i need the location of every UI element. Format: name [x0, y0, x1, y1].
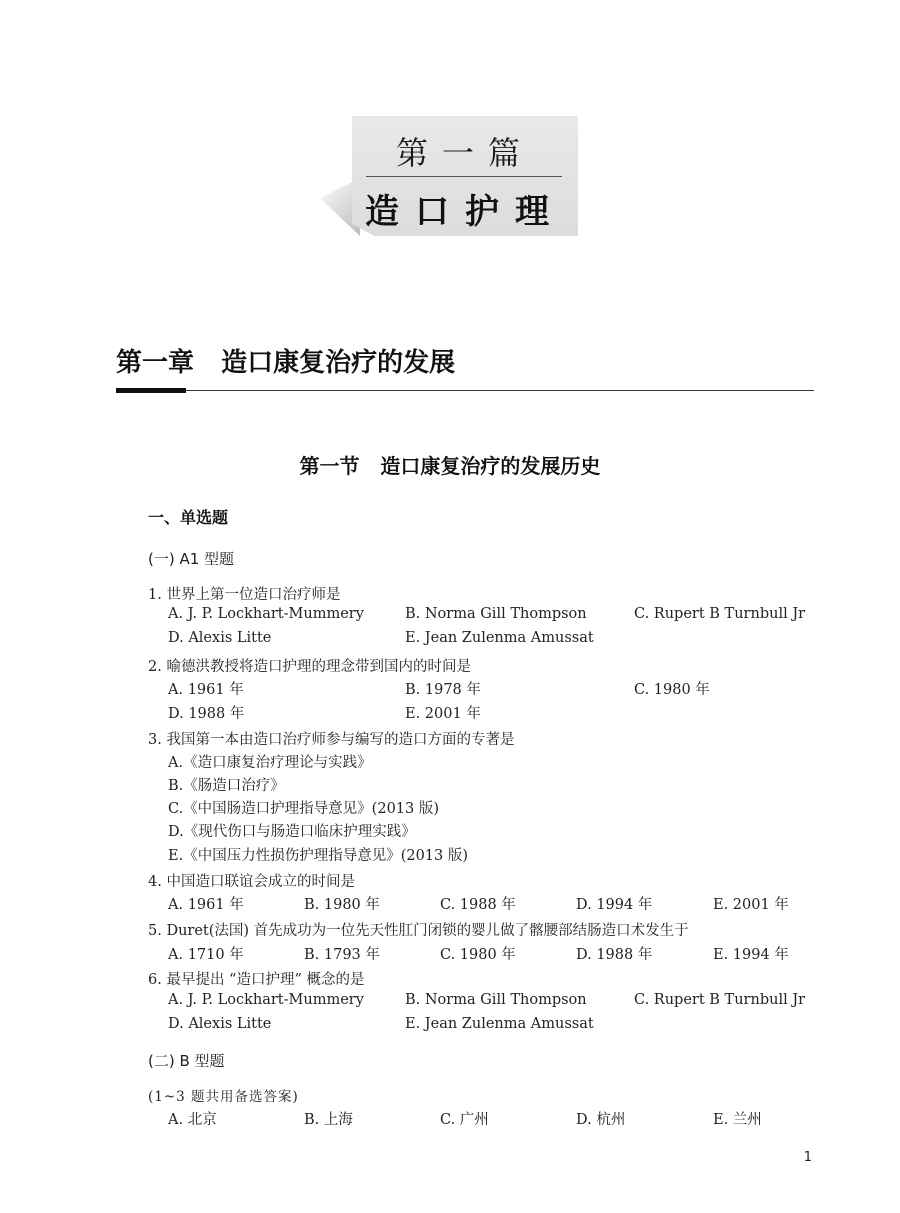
b-option-c: C. 广州: [440, 1112, 489, 1128]
question-3: 3. 我国第一本由造口治疗师参与编写的造口方面的专著是: [148, 732, 515, 748]
chapter-heading: [116, 342, 814, 394]
group-b-note: (1~3 题共用备选答案): [148, 1089, 299, 1105]
q1-option-a: A. J. P. Lockhart-Mummery: [168, 606, 364, 622]
chapter-title: 第一章 造口康复治疗的发展: [116, 348, 456, 378]
q5-option-c: C. 1980 年: [440, 947, 516, 963]
q3-option-b: B.《肠造口治疗》: [168, 778, 285, 794]
q1-option-e: E. Jean Zulenma Amussat: [405, 630, 594, 646]
part-title: 造口护理: [365, 192, 565, 232]
page-number: 1: [803, 1150, 812, 1165]
b-option-e: E. 兰州: [713, 1112, 762, 1128]
chapter-rule-accent: [116, 388, 186, 393]
chapter-rule: [116, 390, 814, 391]
group-a1-heading: (一) A1 型题: [148, 550, 235, 568]
question-6: 6. 最早提出 “造口护理” 概念的是: [148, 972, 365, 988]
q4-option-e: E. 2001 年: [713, 897, 789, 913]
q4-option-a: A. 1961 年: [168, 897, 244, 913]
part-number: 第一篇: [395, 134, 534, 172]
b-option-b: B. 上海: [304, 1112, 353, 1128]
banner-divider: [366, 176, 562, 177]
q3-option-d: D.《现代伤口与肠造口临床护理实践》: [168, 824, 416, 840]
group-b-heading: (二) B 型题: [148, 1052, 225, 1070]
b-option-d: D. 杭州: [576, 1112, 626, 1128]
q1-option-d: D. Alexis Litte: [168, 630, 272, 646]
q6-option-e: E. Jean Zulenma Amussat: [405, 1016, 594, 1032]
q5-option-a: A. 1710 年: [168, 947, 244, 963]
q6-option-d: D. Alexis Litte: [168, 1016, 272, 1032]
question-2: 2. 喻德洪教授将造口护理的理念带到国内的时间是: [148, 659, 471, 675]
q1-option-c: C. Rupert B Turnbull Jr: [634, 606, 806, 622]
q6-option-c: C. Rupert B Turnbull Jr: [634, 992, 806, 1008]
q2-option-d: D. 1988 年: [168, 706, 245, 722]
q4-option-b: B. 1980 年: [304, 897, 380, 913]
question-4: 4. 中国造口联谊会成立的时间是: [148, 874, 355, 890]
question-5: 5. Duret(法国) 首先成功为一位先天性肛门闭锁的婴儿做了髂腰部结肠造口术发生于: [148, 923, 689, 939]
q5-option-d: D. 1988 年: [576, 947, 653, 963]
q2-option-a: A. 1961 年: [168, 682, 244, 698]
section-title: 第一节 造口康复治疗的发展历史: [299, 454, 601, 478]
q6-option-b: B. Norma Gill Thompson: [405, 992, 587, 1008]
question-1: 1. 世界上第一位造口治疗师是: [148, 587, 341, 603]
q4-option-d: D. 1994 年: [576, 897, 653, 913]
q3-option-a: A.《造口康复治疗理论与实践》: [168, 755, 372, 771]
q2-option-e: E. 2001 年: [405, 706, 481, 722]
q3-option-c: C.《中国肠造口护理指导意见》(2013 版): [168, 801, 440, 817]
q2-option-c: C. 1980 年: [634, 682, 710, 698]
q5-option-e: E. 1994 年: [713, 947, 789, 963]
q5-option-b: B. 1793 年: [304, 947, 380, 963]
q2-option-b: B. 1978 年: [405, 682, 481, 698]
q3-option-e: E.《中国压力性损伤护理指导意见》(2013 版): [168, 848, 469, 864]
question-type-heading: 一、单选题: [148, 508, 229, 527]
q4-option-c: C. 1988 年: [440, 897, 516, 913]
part-banner: [320, 116, 578, 236]
q6-option-a: A. J. P. Lockhart-Mummery: [168, 992, 364, 1008]
q1-option-b: B. Norma Gill Thompson: [405, 606, 587, 622]
b-option-a: A. 北京: [168, 1112, 217, 1128]
